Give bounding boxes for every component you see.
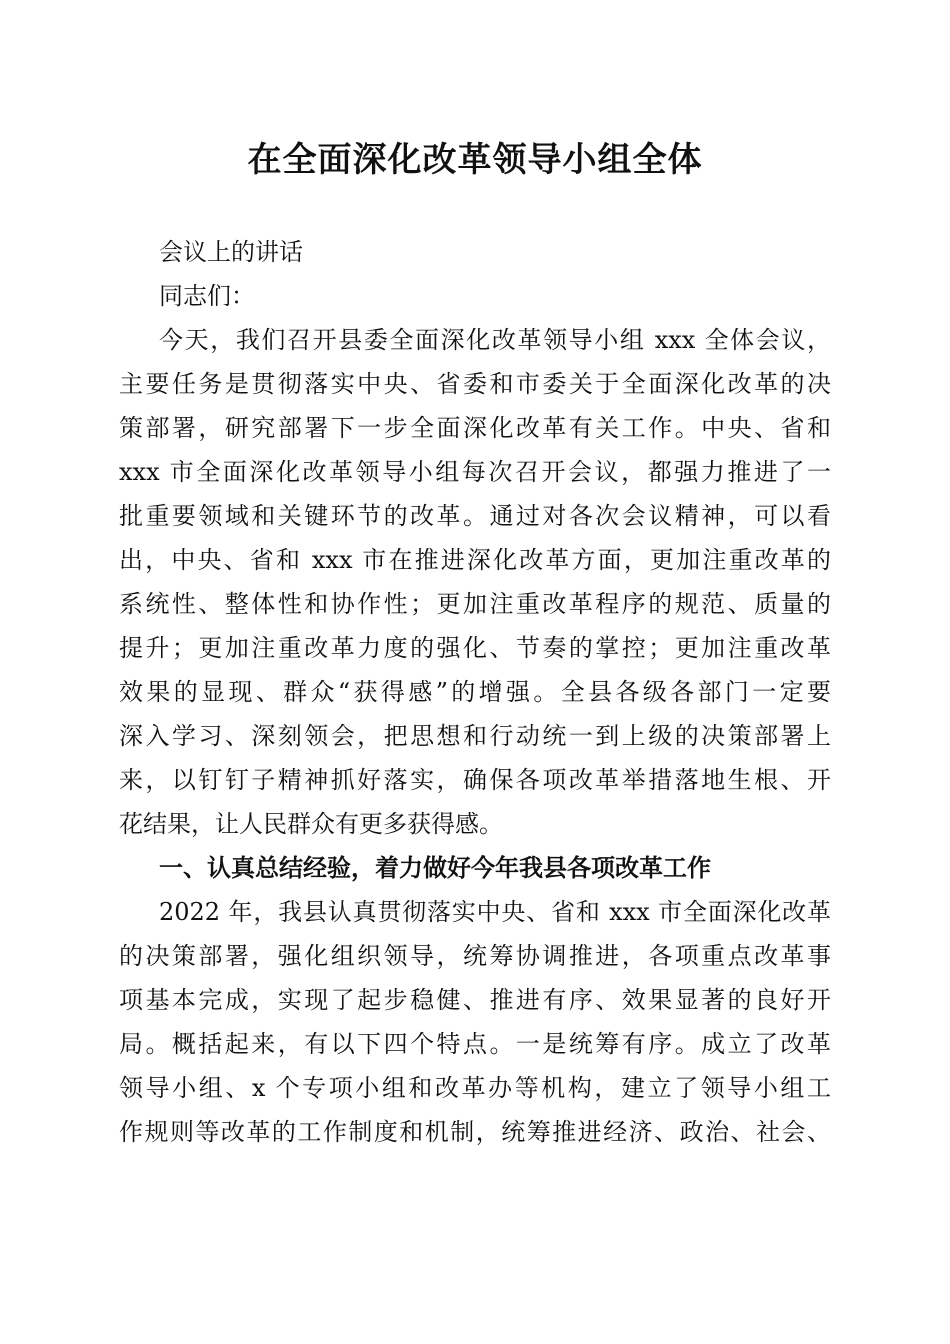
paragraph1-line: 提升；更加注重改革力度的强化、节奏的掌控；更加注重改革 [119,634,831,662]
paragraph2-line: 2022 年，我县认真贯彻落实中央、省和 xxx 市全面深化改革 [159,898,831,926]
paragraph1-line: 深入学习、深刻领会，把思想和行动统一到上级的决策部署上 [119,722,831,750]
subtitle-line: 会议上的讲话 [159,238,303,266]
paragraph2-line: 局。概括起来，有以下四个特点。一是统筹有序。成立了改革 [119,1030,831,1058]
paragraph2-line: 作规则等改革的工作制度和机制，统筹推进经济、政治、社会、 [119,1118,831,1146]
paragraph1-line: 今天，我们召开县委全面深化改革领导小组 xxx 全体会议， [159,326,831,354]
paragraph2-line: 的决策部署，强化组织领导，统筹协调推进，各项重点改革事 [119,942,831,970]
document-title: 在全面深化改革领导小组全体 [247,140,703,180]
paragraph1-line: 批重要领域和关键环节的改革。通过对各次会议精神，可以看 [119,502,831,530]
salutation-line: 同志们： [159,282,255,310]
document-body [119,230,831,1154]
paragraph1-line: 策部署，研究部署下一步全面深化改革有关工作。中央、省和 [119,414,831,442]
paragraph1-line: 系统性、整体性和协作性；更加注重改革程序的规范、质量的 [119,590,831,618]
paragraph1-line: 效果的显现、群众“获得感”的增强。全县各级各部门一定要 [119,678,831,706]
paragraph1-line: 花结果，让人民群众有更多获得感。 [119,810,503,838]
paragraph1-line: 来，以钉钉子精神抓好落实，确保各项改革举措落地生根、开 [119,766,831,794]
paragraph1-line: 主要任务是贯彻落实中央、省委和市委关于全面深化改革的决 [119,370,831,398]
section1-heading: 一、认真总结经验，着力做好今年我县各项改革工作 [159,854,711,882]
paragraph1-line: 出，中央、省和 xxx 市在推进深化改革方面，更加注重改革的 [119,546,831,574]
paragraph1-line: xxx 市全面深化改革领导小组每次召开会议，都强力推进了一 [119,458,831,486]
paragraph2-line: 项基本完成，实现了起步稳健、推进有序、效果显著的良好开 [119,986,831,1014]
paragraph2-line: 领导小组、x 个专项小组和改革办等机构，建立了领导小组工 [119,1074,831,1102]
